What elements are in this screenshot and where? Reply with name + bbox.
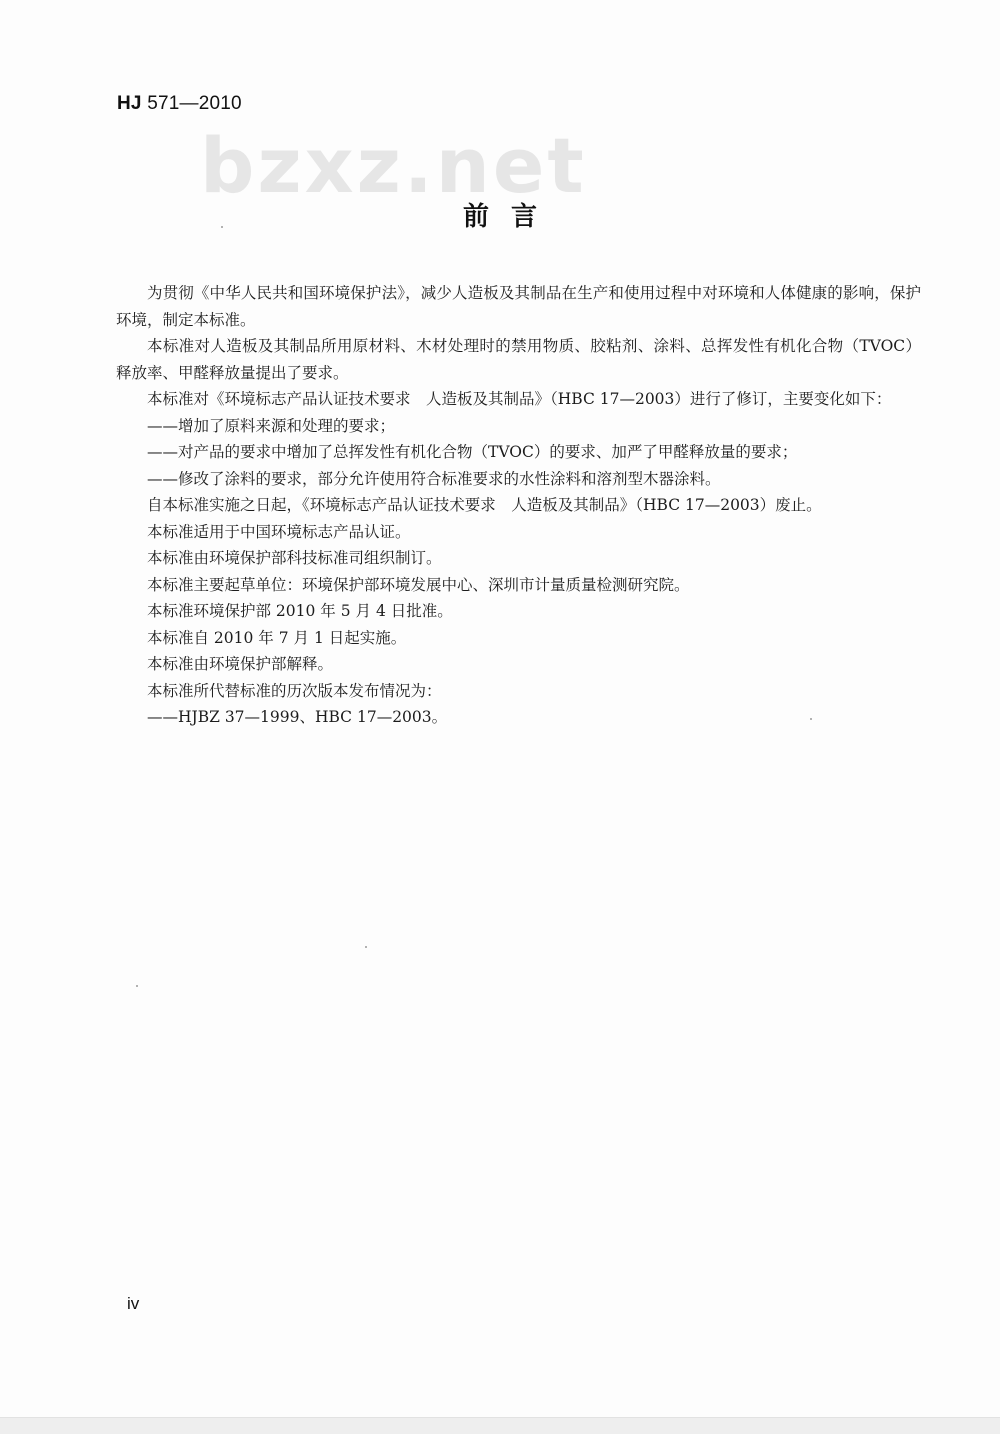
paragraph-interpretation: 本标准由环境保护部解释。: [147, 655, 334, 673]
paragraph-approval: 本标准环境保护部 2010 年 5 月 4 日批准。: [147, 602, 453, 620]
paragraph-effective: 本标准自 2010 年 7 月 1 日起实施。: [147, 628, 407, 647]
paragraph-applicability: 本标准适用于中国环境标志产品认证。: [147, 522, 411, 541]
change-item-2: ——对产品的要求中增加了总挥发性有机化合物（TVOC）的要求、加严了甲醛释放量的要求；: [147, 443, 798, 461]
standard-code-prefix: HJ: [117, 93, 142, 114]
paragraph-scope-requirements: 本标准对人造板及其制品所用原材料、木材处理时的禁用物质、胶粘剂、涂料、总挥发性有机化合物（TVOC）释放率、甲醛释放量提出了要求。: [116, 337, 921, 382]
history-item: ——HJBZ 37—1999、HBC 17—2003。: [147, 708, 448, 726]
paragraph-drafters: 本标准主要起草单位：环境保护部环境发展中心、深圳市计量质量检测研究院。: [147, 575, 690, 594]
change-item-1: ——增加了原料来源和处理的要求；: [147, 416, 396, 435]
paragraph-history: 本标准所代替标准的历次版本发布情况为：: [147, 681, 442, 700]
page-title: 前言: [462, 202, 559, 232]
scan-speck: [136, 985, 138, 987]
standard-code-number: 571—2010: [147, 93, 242, 114]
paragraph-purpose: 为贯彻《中华人民共和国环境保护法》，减少人造板及其制品在生产和使用过程中对环境和人体健康的影响，保护环境，制定本标准。: [116, 284, 921, 329]
standard-code: [117, 93, 242, 115]
watermark: bzxz.net: [200, 121, 587, 210]
scan-speck: [221, 226, 223, 228]
page-number: iv: [127, 1294, 140, 1313]
scan-speck: [810, 718, 812, 720]
paragraph-organizer: 本标准由环境保护部科技标准司组织制订。: [147, 549, 442, 567]
change-item-3: ——修改了涂料的要求，部分允许使用符合标准要求的水性涂料和溶剂型木器涂料。: [147, 469, 721, 488]
foreword-body: [116, 280, 921, 731]
scan-speck: [365, 946, 367, 948]
viewer-bottom-strip: [0, 1417, 1000, 1434]
paragraph-abolish: 自本标准实施之日起，《环境标志产品认证技术要求 人造板及其制品》（HBC 17—2003）废止。: [147, 496, 822, 514]
paragraph-revision: 本标准对《环境标志产品认证技术要求 人造板及其制品》（HBC 17—2003）进行了修订，主要变化如下：: [147, 390, 892, 408]
